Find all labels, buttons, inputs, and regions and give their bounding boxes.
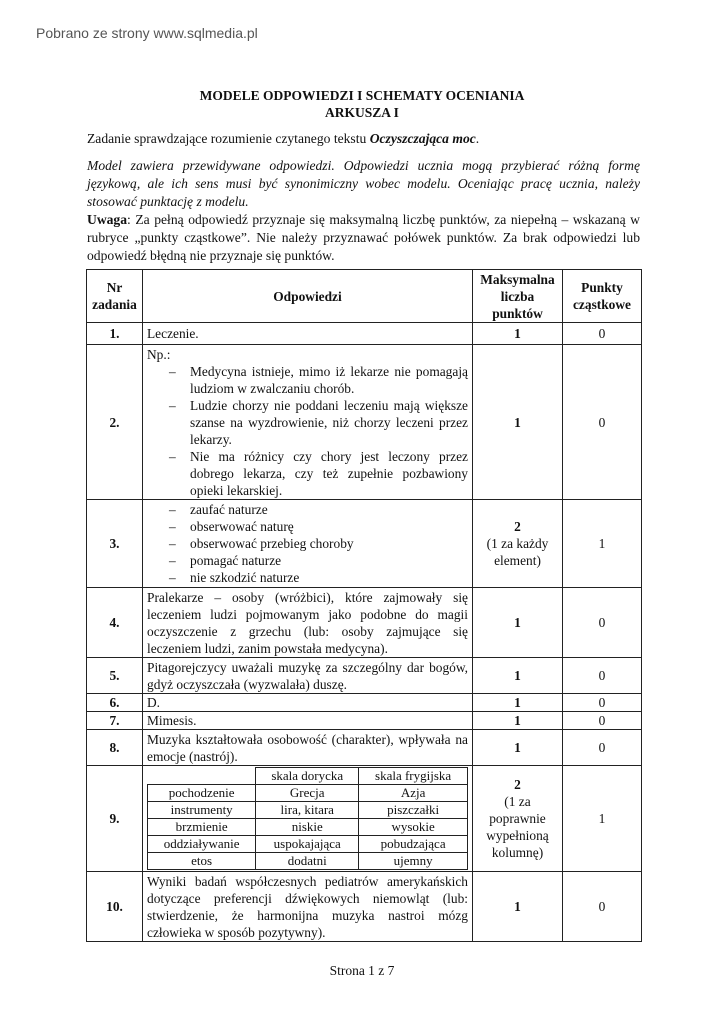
table-row <box>87 588 642 658</box>
inner-row <box>148 853 468 870</box>
answer-text: D. <box>143 694 473 712</box>
list-item: – obserwować przebieg choroby <box>147 535 468 552</box>
answer-text: Leczenie. <box>143 323 473 345</box>
inner-cell: instrumenty <box>148 802 256 819</box>
table-row <box>87 694 642 712</box>
warning-label: Uwaga <box>87 212 128 227</box>
answer-list <box>147 501 468 586</box>
max-points: 1 <box>473 712 563 730</box>
warning-text: : Za pełną odpowiedź przyznaje się maksymalną liczbę punktów, za niepełną – wskazaną w rubryce „punkty cząstkowe”. Nie należy przyznawać połówek punktów. Za brak odpowiedzi lub odpowiedź błędną nie przyznaje się punktów. <box>87 212 640 263</box>
inner-cell: Grecja <box>256 785 359 802</box>
task-number: 1. <box>87 323 143 345</box>
model-note: Model zawiera przewidywane odpowiedzi. Odpowiedzi ucznia mogą przybierać różną formę językową, ale ich sens musi być synonimiczny wobec modelu. Oceniając pracę ucznia, należy stosować punktację z modelu. <box>87 158 640 209</box>
warning-note <box>87 211 640 265</box>
inner-cell: ujemny <box>359 853 468 870</box>
task-number: 5. <box>87 658 143 694</box>
header-answers: Odpowiedzi <box>143 270 473 323</box>
max-points-cell <box>473 766 563 872</box>
task-number: 4. <box>87 588 143 658</box>
text-title: Oczyszczająca moc <box>369 131 476 146</box>
task-number: 8. <box>87 730 143 766</box>
inner-row <box>148 819 468 836</box>
task-number: 6. <box>87 694 143 712</box>
max-points: 1 <box>473 730 563 766</box>
inner-header-row <box>148 768 468 785</box>
list-item: – zaufać naturze <box>147 501 468 518</box>
partial-points: 0 <box>563 730 642 766</box>
max-points: 1 <box>473 345 563 500</box>
partial-points: 1 <box>563 766 642 872</box>
page-number: Strona 1 z 7 <box>329 963 395 978</box>
document-title-line1: MODELE ODPOWIEDZI I SCHEMATY OCENIANIA <box>199 88 525 103</box>
inner-cell: piszczałki <box>359 802 468 819</box>
inner-row <box>148 802 468 819</box>
answer-cell <box>143 766 473 872</box>
task-number: 3. <box>87 500 143 588</box>
answer-cell <box>143 500 473 588</box>
table-row <box>87 712 642 730</box>
inner-cell: dodatni <box>256 853 359 870</box>
task-intro-prefix: Zadanie sprawdzające rozumienie czytanego tekstu <box>87 131 370 146</box>
source-url-header: Pobrano ze strony www.sqlmedia.pl <box>36 25 258 41</box>
header-partial-points: Punkty cząstkowe <box>563 270 642 323</box>
task-number: 7. <box>87 712 143 730</box>
max-points: 1 <box>473 588 563 658</box>
answer-list <box>147 363 468 499</box>
table-row <box>87 766 642 872</box>
table-row <box>87 323 642 345</box>
partial-points: 0 <box>563 694 642 712</box>
inner-header-col1: skala dorycka <box>256 768 359 785</box>
task-intro <box>87 130 640 148</box>
inner-row <box>148 836 468 853</box>
table-row <box>87 872 642 942</box>
answer-cell <box>143 345 473 500</box>
inner-cell: etos <box>148 853 256 870</box>
task-number: 10. <box>87 872 143 942</box>
answer-text: Pralekarze – osoby (wróżbici), które zajmowały się leczeniem ludzi pojmowanym jako podobne do magii oczyszczenie z grzechu (lub: osoby zajmujące się leczeniem ludzi, zanim powstała medycyna). <box>143 588 473 658</box>
answer-text: Wyniki badań współczesnych pediatrów amerykańskich dotyczące preferencji dźwiękowych niemowląt (lub: stwierdzenie, że harmonijna muzyka nastroi mózg człowieka w sposób pozytywny). <box>143 872 473 942</box>
list-item: – Medycyna istnieje, mimo iż lekarze nie pomagają ludziom w zwalczaniu chorób. <box>147 363 468 397</box>
header-task-number: Nr zadania <box>87 270 143 323</box>
inner-header-col2: skala frygijska <box>359 768 468 785</box>
table-row <box>87 500 642 588</box>
list-item: – nie szkodzić naturze <box>147 569 468 586</box>
inner-cell: oddziaływanie <box>148 836 256 853</box>
answers-table <box>86 269 642 942</box>
list-item: – pomagać naturze <box>147 552 468 569</box>
list-item: – Nie ma różnicy czy chory jest leczony przez dobrego lekarza, czy też zupełnie pozbawiony opieki lekarskiej. <box>147 448 468 499</box>
task-intro-suffix: . <box>475 131 480 146</box>
table-row <box>87 730 642 766</box>
partial-points: 0 <box>563 712 642 730</box>
answer-text: Pitagorejczycy uważali muzykę za szczególny dar bogów, gdyż oczyszczała (wyzwalała) duszę. <box>143 658 473 694</box>
max-points: 1 <box>473 872 563 942</box>
max-points: 1 <box>473 658 563 694</box>
partial-points: 0 <box>563 658 642 694</box>
inner-cell: Azja <box>359 785 468 802</box>
inner-cell: brzmienie <box>148 819 256 836</box>
partial-points: 0 <box>563 588 642 658</box>
partial-points: 1 <box>563 500 642 588</box>
table-row <box>87 345 642 500</box>
inner-empty-corner <box>148 768 256 785</box>
list-item: – Ludzie chorzy nie poddani leczeniu mają większe szanse na wyzdrowienie, niż chorzy leczeni przez lekarzy. <box>147 397 468 448</box>
inner-cell: wysokie <box>359 819 468 836</box>
max-points-cell <box>473 500 563 588</box>
inner-row <box>148 785 468 802</box>
answer-intro: Np.: <box>147 346 171 362</box>
answer-text: Mimesis. <box>143 712 473 730</box>
answer-text: Muzyka kształtowała osobowość (charakter), wpływała na emocje (nastrój). <box>143 730 473 766</box>
partial-points: 0 <box>563 345 642 500</box>
inner-cell: pochodzenie <box>148 785 256 802</box>
max-points: 2 <box>514 519 521 534</box>
inner-cell: pobudzająca <box>359 836 468 853</box>
max-points: 1 <box>473 323 563 345</box>
max-points: 1 <box>473 694 563 712</box>
table-row <box>87 658 642 694</box>
list-item: – obserwować naturę <box>147 518 468 535</box>
scales-comparison-table <box>147 767 468 870</box>
task-number: 2. <box>87 345 143 500</box>
inner-cell: lira, kitara <box>256 802 359 819</box>
header-max-points: Maksymalna liczba punktów <box>473 270 563 323</box>
task-number: 9. <box>87 766 143 872</box>
max-points-note: (1 za każdy element) <box>486 536 549 568</box>
partial-points: 0 <box>563 323 642 345</box>
partial-points: 0 <box>563 872 642 942</box>
max-points-note: (1 za poprawnie wypełnioną kolumnę) <box>486 794 549 860</box>
max-points: 2 <box>514 777 521 792</box>
table-header-row <box>87 270 642 323</box>
inner-cell: niskie <box>256 819 359 836</box>
inner-cell: uspokajająca <box>256 836 359 853</box>
document-title-line2: ARKUSZA I <box>325 105 399 120</box>
